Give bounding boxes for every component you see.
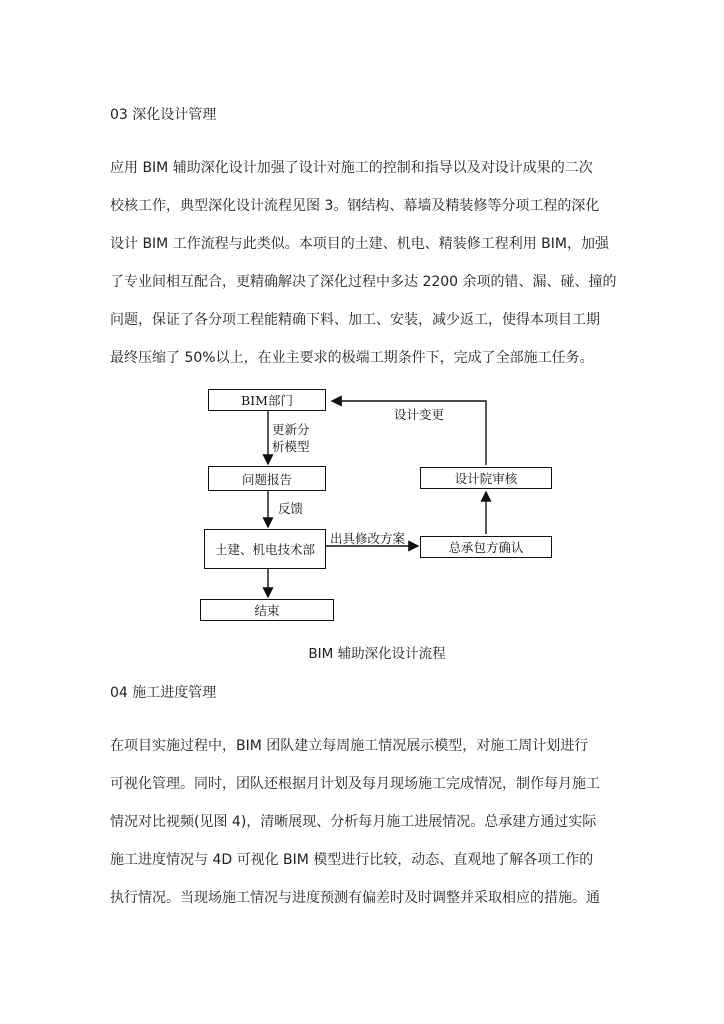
text-line: 可视化管理。同时，团队还根据月计划及每月现场施工完成情况，制作每月施工	[110, 776, 600, 792]
text-line: 了专业间相互配合，更精确解决了深化过程中多达 2200 余项的错、漏、碰、撞的	[110, 274, 617, 290]
paragraph-schedule	[110, 727, 620, 917]
text-line: 问题，保证了各分项工程能精确下料、加工、安装，减少返工，使得本项目工期	[110, 312, 600, 328]
bim-flowchart	[196, 378, 566, 628]
box-problem-report: 问题报告	[208, 466, 326, 491]
box-tech-dept: 土建、机电技术部	[204, 529, 326, 569]
section-heading-schedule: 04 施工进度管理	[110, 685, 217, 701]
section-heading-deepening-design: 03 深化设计管理	[110, 107, 217, 123]
label-design-change: 设计变更	[394, 407, 445, 422]
figure-caption: BIM 辅助深化设计流程	[308, 646, 446, 662]
text-line: 情况对比视频(见图 4)，清晰展现、分析每月施工进展情况。总承建方通过实际	[110, 814, 597, 830]
text-line: 最终压缩了 50%以上，在业主要求的极端工期条件下，完成了全部施工任务。	[110, 350, 594, 366]
label-update-2: 析模型	[272, 439, 310, 454]
text-line: 设计 BIM 工作流程与此类似。本项目的土建、机电、精装修工程利用 BIM，加强	[110, 236, 609, 252]
text-line: 应用 BIM 辅助深化设计加强了设计对施工的控制和指导以及对设计成果的二次	[110, 160, 593, 176]
text-line: 校核工作，典型深化设计流程见图 3。钢结构、幕墙及精装修等分项工程的深化	[110, 198, 600, 214]
label-revision-plan: 出具修改方案	[330, 531, 406, 546]
flowchart-connectors	[196, 378, 566, 628]
box-bim-dept: BIM部门	[208, 389, 326, 411]
text-line: 在项目实施过程中，BIM 团队建立每周施工情况展示模型，对施工周计划进行	[110, 738, 589, 754]
paragraph-deepening-design	[110, 149, 620, 377]
label-update-1: 更新分	[272, 422, 310, 437]
label-feedback: 反馈	[278, 501, 304, 516]
box-contractor-confirm: 总承包方确认	[420, 536, 552, 558]
box-design-review: 设计院审核	[420, 467, 552, 489]
box-end: 结束	[200, 599, 334, 621]
text-line: 施工进度情况与 4D 可视化 BIM 模型进行比较，动态、直观地了解各项工作的	[110, 852, 594, 868]
text-line: 执行情况。当现场施工情况与进度预测有偏差时及时调整并采取相应的措施。通	[110, 890, 600, 906]
